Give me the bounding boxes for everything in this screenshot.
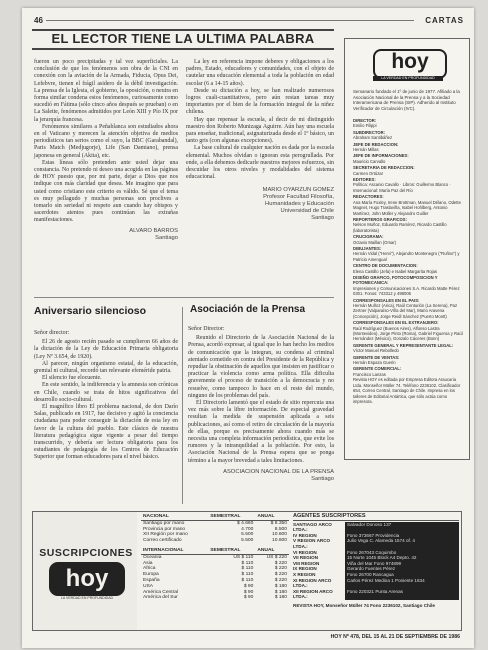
agent-address: Fono 267043 Coquimbo <box>345 550 459 556</box>
masthead-name: Hernán Millas <box>353 147 379 153</box>
rates-cell: 5.500 <box>241 538 254 544</box>
rates-cell: 8.500 <box>274 526 287 532</box>
masthead-name: Impresiones y Comunicaciones S.A. Ricardo Matte Pérez 0301. Fonos: 743312 y 498006 <box>353 285 460 297</box>
rates-cell: América del Sur <box>143 595 178 601</box>
rates-cell: 10.600 <box>272 532 287 538</box>
masthead-role: DIBUJANTES: <box>353 245 382 251</box>
letter-signature: ASOCIACION NACIONAL DE LA PRENSA <box>223 468 334 475</box>
rates-cell: Santiago por mano <box>143 520 185 526</box>
masthead-role: CENTRO DE DOCUMENTACION: <box>353 263 418 269</box>
rates-cell: $ 180 <box>274 589 287 595</box>
letter-paragraph: Al parecer, ningún organismo estatal, de la educación, gremial ni cultural, recordó tan relevante efeméride patria. <box>34 360 178 375</box>
author-title: Humanidades y Educación <box>265 201 334 208</box>
agent-region: SANTIAGO ARCO LTDA.: <box>293 521 332 533</box>
rates-cell: $ 90 <box>243 595 254 601</box>
masthead-name: Hernán Muñoz (Arica), Raúl Centurión (La Serena), Paz Zertner (Valparaíso-Viña del Mar), Mario Aravena (Concepción), Jorge Reidl Sánchez (Puerto Montt) <box>353 303 458 319</box>
letter-paragraph: La ley en referencia impone deberes y obligaciones a los padres, Estado, educadores y comunidades, con el objeto de cautelar una educación elemental a toda la población en edad escolar (6 a 14-15 años). <box>186 59 334 87</box>
masthead-name: Política: Ascanio Cavallo · Libros: Guillermo Blanco · Internacional: María Paz del Río <box>353 182 451 193</box>
agent-region: IX REGION <box>293 566 317 572</box>
rates-cell: España <box>143 577 160 583</box>
agent-row <box>293 522 459 533</box>
letter-barros <box>34 59 178 242</box>
masthead-role: DISEÑO GRAFICO, FOTOCOMPOSICION Y FOTOMECANICA: <box>353 274 438 286</box>
agent-region: VI REGION <box>293 549 317 555</box>
masthead-name: Carmen Ortúzar <box>353 170 384 176</box>
letter-signature: MARIO OYARZUN GOMEZ <box>262 187 334 194</box>
section-divider <box>34 297 334 298</box>
header-rule <box>46 20 414 21</box>
logo-tagline: LA VERDAD EN PROFUNDIDAD <box>60 596 114 600</box>
masthead-role: CORRESPONSALES EN EL PAIS: <box>353 297 420 303</box>
rates-cell: US $ 220 <box>266 554 287 560</box>
section-name: CARTAS <box>425 16 464 25</box>
masthead-name: Mauricio Carvallo <box>353 158 386 164</box>
rates-header: SEMESTRAL <box>208 548 255 554</box>
letter-oyarzun <box>186 59 334 222</box>
rates-cell: Europa <box>143 572 159 578</box>
agent-region: IV REGION <box>293 532 317 538</box>
letter-headline: Asociación de la Prensa <box>190 304 306 315</box>
agents-title: AGENTES SUSCRIPTORES <box>293 514 459 521</box>
rates-cell: Africa <box>143 566 156 572</box>
rates-cell: $ 180 <box>274 595 287 601</box>
rates-cell: $ 110 <box>241 566 254 572</box>
masthead-role: GERENTE DE VENTAS: <box>353 354 400 360</box>
letter-paragraph: Reunido el Directorio de la Asociación Nacional de la Prensa, acordó expresar, al igual que lo han hecho los medios de comunicación que la integran, su condena al criminal atentado cometido en contra del Presidente de la República y repudiar la obstinación de aquellos que insisten en justificar o practicar la violencia como arma política. Ella dificulta gravemente el proceso de transición a la democracia y no resuelve, como tampoco lo hace en el resto del mundo, ninguno de los problemas del país. <box>188 335 334 399</box>
masthead-role: SUBDIRECTOR: <box>353 129 386 135</box>
masthead-role: EDITORES: <box>353 177 376 183</box>
letter-paragraph: La base cultural de cualquier nación es dada por la escuela elemental. Muchos olvidan o ignoran esta perogrullada. Por ende, a ella debemos dedicarle nuestros mejores esfuerzos, sin descuidar los otros niveles y modalidades del sistema educacional. <box>186 145 334 181</box>
rates-cell: $ 110 <box>241 577 254 583</box>
rates-cell: $ 110 <box>241 572 254 578</box>
masthead-name: Víctor Manuel Rebolledo <box>353 348 399 354</box>
masthead-intro: Semanario fundado el 1º de junio de 1977. Afiliado a la Asociación Nacional de la Prensa y a la Sociedad Interamericana de Prensa (SIP). Adherido al Instituto Verificador de Circulación (IVC). <box>353 89 460 111</box>
letter-paragraph: Estas líneas sólo pretenden ante usted dejar una constancia. No pretendo ni deseo una acogida en las páginas de HOY puesto que, por mi parte, dejar a Dios que nos indique con más claridad que desea. Me imagino que para usted como cristiano este criterio es válido. Sé que el tema es muy pellagudo y muchas personas son proclives a tomarlo sin seriedad ni respeto aun cuando hay obispos y sacerdotes atentos pues continúan las extrañas manifestaciones. <box>34 159 178 224</box>
rates-cell: $ 220 <box>274 577 287 583</box>
rates-cell: Oceanía <box>143 554 162 560</box>
letter-asociacion <box>188 326 334 483</box>
page-headline: EL LECTOR TIENE LA ULTIMA PALABRA <box>51 31 315 46</box>
rates-header: ANUAL <box>255 548 289 554</box>
masthead-role: SECRETARIA DE REDACCION: <box>353 165 415 171</box>
page-number: 46 <box>34 16 43 25</box>
masthead-role: JEFE DE REDACCION: <box>353 141 399 147</box>
agent-region: VII REGION <box>293 555 319 561</box>
rates-cell: Asia <box>143 560 153 566</box>
rates-cell: 10.600 <box>272 538 287 544</box>
masthead-name: Raúl Rodríguez (Buenos Aires), Alfonso Lastra (Montevideo), Jorge Pinto (Roma), Gabriel Figueroa y Raúl Hernández (México), Gonzalo Cáceres (Bonn) <box>353 325 463 342</box>
letter-salutation: Señor director: <box>34 330 70 336</box>
revista-address: REVISTA HOY, Monseñor Müller 74 Fono 2236102, Santiago Chile <box>293 602 435 608</box>
letter-city: Santiago <box>155 234 178 241</box>
magazine-page <box>22 8 474 648</box>
subscriptions-title: SUSCRIPCIONES <box>39 547 133 559</box>
masthead-role: CORRESPONSALES EN EL EXTRANJERO: <box>353 320 439 326</box>
hoy-logo: hoy <box>49 562 125 596</box>
agent-address: Carlos Pérez Medina 1 Poniente 1634 <box>345 578 459 589</box>
rates-cell: $ 220 <box>274 572 287 578</box>
masthead-credits <box>353 117 463 404</box>
column-divider <box>182 307 183 504</box>
masthead-name: Abraham Santibáñez <box>353 135 393 141</box>
letter-paragraph: Fenómenos similares a Peñablanca son estudiados ahora en el Vaticano y merecen la atención objetiva de medios periodísticos tan serios como el suyo, la BBC (Garabandal), Paris Match (Medjugorje), Life (San Damiano), prensa japonesa en general (Akita), etc. <box>34 123 178 159</box>
masthead-name: Hernán Vidal ("Hervi"), Alejandro Montenegro ("Rufino") y Patricio Amengual <box>353 251 460 262</box>
masthead-name: Ana María Foxley, Irene Brottman, Manuel Délano, Odette Magnet, Hugo Traslaviña, Isabel Hohlberg, Antonio Martínez, John Müller y Alejandro Guiller <box>353 199 461 216</box>
agent-row <box>293 538 459 549</box>
page-header <box>32 14 464 28</box>
agent-address: Salvador Donoso 137 <box>345 522 459 533</box>
author-title: Profesor Facultad Filosofía, <box>263 194 334 201</box>
agent-address: Fono 26700 Rancagua <box>345 572 459 578</box>
letter-paragraph: El magnífico libro El problema nacional, de don Darío Salas, publicado en 1917, fue decisivo y agitó la conciencia ciudadana para poder conseguir la dictación de esta ley en favor de la cultura del pueblo. Este clásico de nuestra literatura pedagógica sigue vigente a pesar del tiempo transcurrido, y debería ser lectura obligatoria para los estudiantes de pedagogía de los Centros de Educación Superior que forman educadores para el nivel básico. <box>34 404 178 461</box>
masthead-name: Revista HOY es editada por Empresa Editora Araucaria Ltda. Monseñor Müller 74. Teléfono 2236102. Clasificador 654, Correo Central, Santiago de Chile. Impresa en los talleres de Editorial Antártica, que sólo actúa como impresora. <box>353 377 461 404</box>
masthead-role: CRUCIGRAMA: <box>353 234 384 240</box>
masthead-role: JEFE DE INFORMACIONES: <box>353 153 409 159</box>
agent-region: XII REGION ARCO LTDA.: <box>293 588 333 600</box>
rates-header: SEMESTRAL <box>208 514 255 520</box>
rates-cell: 5.500 <box>241 532 254 538</box>
letter-signature: ALVARO BARROS <box>129 227 178 234</box>
letter-paragraph: Hay que repensar la escuela, al decir de mi distinguido maestro don Roberto Munizaga Aguirre. Aún hay una escuela para enseñar, tradicional, asignaturizada desde el 1º básico, un tanto gris (con algunas excepciones). <box>186 116 334 145</box>
rates-cell: $ 220 <box>274 560 287 566</box>
author-title: Universidad de Chile <box>280 208 334 215</box>
masthead-name: Emilio Filippi <box>353 123 377 129</box>
letter-aniversario <box>34 330 178 462</box>
agent-region: VIII REGION <box>293 560 320 566</box>
agent-address: Gerardo Fuentes Pérez <box>345 566 459 572</box>
masthead-role: DIRECTOR: <box>353 118 377 123</box>
subscriptions-brand <box>33 512 137 630</box>
rates-cell: $ 180 <box>274 583 287 589</box>
letter-headline: Aniversario silencioso <box>34 305 147 317</box>
rates-cell: 4.700 <box>241 526 254 532</box>
masthead-box <box>344 38 470 460</box>
letter-paragraph: El Directorio lamentó que el estado de sitio repercuta una vez más sobre la libre información. De especial gravedad resultan la medida de suspensión aplicada a seis publicaciones, así como el retiro de circulación de la mayoría de ellas, porque es precisamente ahora cuando más se necesita una completa información periodística, que evite los rumores y la intranquilidad a la población. Por esto, la Asociación Nacional de la Prensa espera que se ponga término a la mayor brevedad a tales limitaciones. <box>188 400 334 464</box>
rates-cell: $ 110 <box>241 560 254 566</box>
letter-city: Santiago <box>311 475 334 482</box>
letter-paragraph: En este sentido, la indiferencia y la amnesia son crónicas en Chile, cuando se trata de hitos significativos del desarrollo socio-cultural. <box>34 382 178 403</box>
headline-rule-bottom <box>32 48 334 50</box>
agent-address: 15 Norte 1045 Block A4 Depto. 42 <box>345 555 459 561</box>
rates-cell: Correo certificado <box>143 538 182 544</box>
rates-cell: USA <box>143 583 154 589</box>
rates-cell: América Central <box>143 589 179 595</box>
masthead-name: Hernán Espaza Guerin <box>353 360 396 366</box>
letter-paragraph: El silencio fue elocuente. <box>42 375 102 382</box>
masthead-role: GERENTE COMERCIAL: <box>353 366 402 372</box>
hoy-logo: hoy <box>373 49 447 79</box>
agent-region: V REGION ARCO LTDA.: <box>293 538 331 549</box>
masthead-name: Nelson Muñoz, Eduardo Ramírez, Ricardo Castillo (laboratorista) <box>353 222 447 233</box>
agent-address: Viña del Mar Fono 974899 <box>345 561 459 567</box>
rates-cell: $ 90 <box>243 589 254 595</box>
rates-row <box>141 595 289 601</box>
masthead-role: GERENTE GENERAL Y REPRESENTANTE LEGAL: <box>353 342 454 348</box>
rates-header: NACIONAL <box>141 514 208 520</box>
rates-cell: $ 220 <box>274 566 287 572</box>
letter-salutation: Señor Director: <box>188 326 225 332</box>
subscription-agents <box>293 514 459 609</box>
letter-city: Santiago <box>311 215 334 222</box>
rates-header: INTERNACIONAL <box>141 548 208 554</box>
rates-cell: Provincia por mano <box>143 526 186 532</box>
agent-address: Julio Vega C. Alameda 1574 of. 4 <box>345 538 459 549</box>
issue-footer: HOY Nº 478, DEL 15 AL 21 DE SEPTIEMBRE DE 1986 <box>330 634 460 640</box>
agent-address: Fono 373667 Providencia <box>345 533 459 539</box>
rates-cell: $ 8.350 <box>270 520 287 526</box>
masthead-name: Elena Castillo (Jefa) e Isabel Margarita Rojas <box>353 268 438 274</box>
letter-paragraph: El 26 de agosto recién pasado se cumplieron 66 años de la dictación de la Ley de Educación Primaria obligatoria (Ley Nº 3.654, de 1920). <box>34 339 178 360</box>
masthead-role: REPORTEROS GRAFICOS: <box>353 216 407 222</box>
masthead-role: REDACTORES: <box>353 194 384 200</box>
agent-address: Fono 220321 Punta Arenas <box>345 589 459 600</box>
rates-cell: $ 4.660 <box>237 520 254 526</box>
masthead-name: Francisco Lanzas <box>353 371 386 377</box>
agent-row <box>293 589 459 600</box>
agent-region: XI REGION ARCO LTDA.: <box>293 577 332 589</box>
rates-header: ANUAL <box>255 514 289 520</box>
letter-paragraph: fueron un poco precipitadas y tal vez superficiales. La conclusión de que los fenómenos son obra de la CNI en conexión con la aviación de la Armada, Fiducia, Opus Dei, Lefebvre, tienen el frágil asidero de la débil investigación. La prensa de la Iglesia, el gobierno, la oposición, o neutra en forma similar condena estos fenómenos, curiosamente como sucedió en Fátima (sólo cinco años después se prueban) o en La Salette, fenómenos admitidos por León XIII y Pío IX por la jerarquía francesa. <box>34 59 178 123</box>
logo-tagline: LA VERDAD EN PROFUNDIDAD <box>373 76 443 81</box>
rates-cell: $ 90 <box>243 583 254 589</box>
rates-cell: US $ 110 <box>233 554 254 560</box>
masthead-name: Octavio Maillan (Omar) <box>353 239 397 245</box>
agent-region: X REGION <box>293 571 316 577</box>
subscription-rates-table <box>141 514 289 601</box>
letter-paragraph: Desde su dictación a hoy, se han realizado numerosos logros cuali-cuantitativos, pero aún restan tareas muy importantes por el bien de la formación integral de la niñez chilena. <box>186 87 334 116</box>
agent-row <box>293 578 459 589</box>
subscriptions-box <box>32 511 462 631</box>
rates-cell: XII Región por mano <box>143 532 188 538</box>
